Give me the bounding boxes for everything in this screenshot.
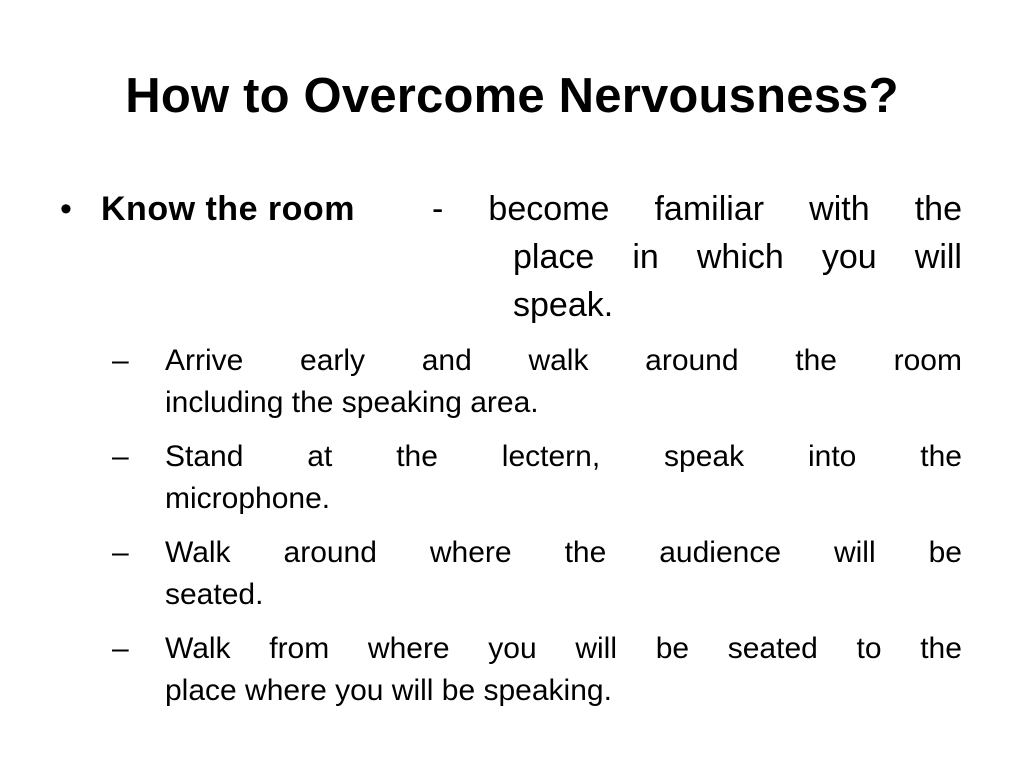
sub-bullet-marker: – <box>112 632 129 665</box>
sub-bullet-2 <box>112 436 962 520</box>
sub-bullet-line1-word: where <box>367 632 450 665</box>
sub-bullet-line1 <box>165 532 962 574</box>
bullet-line2-word: which <box>696 238 784 276</box>
sub-bullet-text <box>165 340 962 424</box>
bullet-lead <box>101 185 355 233</box>
sub-bullet-marker: – <box>112 344 129 377</box>
sub-bullet-line1-word: where <box>429 536 512 569</box>
sub-bullet-line1 <box>165 628 962 670</box>
bullet-line1-word: become <box>488 190 610 228</box>
sub-bullet-line1-word: audience <box>659 536 782 569</box>
sub-bullet-marker: – <box>112 440 129 473</box>
sub-bullet-line1-word: around <box>645 344 739 377</box>
sub-bullet-line1-word: Arrive <box>165 344 244 377</box>
sub-bullet-line1-word: room <box>893 344 962 377</box>
sub-bullet-1 <box>112 340 962 424</box>
slide-title: How to Overcome Nervousness? <box>125 69 899 123</box>
sub-bullet-line1-word: be <box>928 536 962 569</box>
bullet-line2-word: you <box>821 238 877 276</box>
bullet-marker: • <box>60 190 72 228</box>
sub-bullet-line1 <box>165 436 962 478</box>
sub-bullet-line1-word: lectern, <box>501 440 601 473</box>
sub-bullet-line1-word: will <box>833 536 876 569</box>
bullet-know-the-room <box>60 185 962 335</box>
sub-bullet-line2: place where you will be speaking. <box>165 674 612 707</box>
bullet-continuation <box>513 233 962 329</box>
bullet-line2-words <box>513 233 962 281</box>
sub-bullet-line1-word: the <box>920 632 962 665</box>
bullet-line2-word: place <box>513 238 595 276</box>
bullet-line2-word: will <box>914 238 962 276</box>
sub-bullet-line1-word: Walk <box>165 632 231 665</box>
sub-bullet-line1-word: you <box>488 632 537 665</box>
sub-bullet-line2: seated. <box>165 578 264 611</box>
sub-bullet-line1-word: be <box>655 632 690 665</box>
sub-bullet-4 <box>112 628 962 712</box>
bullet-line1-word: - <box>432 190 444 228</box>
sub-bullet-line1-word: Walk <box>165 536 231 569</box>
sub-bullet-text <box>165 436 962 520</box>
sub-bullet-marker: – <box>112 536 129 569</box>
sub-bullet-line1-word: into <box>807 440 857 473</box>
sub-bullet-line1-word: around <box>283 536 377 569</box>
bullet-line1-word: familiar <box>654 190 765 228</box>
sub-bullet-line1-word: will <box>575 632 618 665</box>
sub-bullet-line1-word: walk <box>528 344 589 377</box>
bullet-lead-bold: Know the room <box>101 190 355 228</box>
sub-bullet-text <box>165 628 962 712</box>
bullet-line3: speak. <box>513 286 614 324</box>
sub-bullet-line1-word: Stand <box>165 440 244 473</box>
sub-bullet-line1-word: early <box>300 344 366 377</box>
sub-bullet-line1-word: from <box>269 632 330 665</box>
sub-bullet-line2: microphone. <box>165 482 331 515</box>
bullet-line1-word: with <box>809 190 870 228</box>
sub-bullet-line2: including the speaking area. <box>165 386 539 419</box>
sub-bullet-line1-word: to <box>856 632 882 665</box>
sub-bullet-line1-word: the <box>795 344 837 377</box>
sub-bullet-line1-word: the <box>396 440 438 473</box>
sub-bullet-line1-word: the <box>564 536 607 569</box>
bullet-line1-words <box>432 185 962 233</box>
bullet-line1-word: the <box>914 190 962 228</box>
sub-bullet-line1-word: speak <box>664 440 745 473</box>
sub-bullet-line1-word: and <box>421 344 472 377</box>
sub-bullet-line1-word: seated <box>727 632 818 665</box>
sub-bullet-line1-word: the <box>920 440 962 473</box>
sub-bullet-line1-word: at <box>307 440 333 473</box>
bullet-line2-word: in <box>632 238 659 276</box>
sub-bullet-line1 <box>165 340 962 382</box>
sub-bullet-text <box>165 532 962 616</box>
bullet-line1 <box>432 185 962 233</box>
sub-bullet-3 <box>112 532 962 616</box>
